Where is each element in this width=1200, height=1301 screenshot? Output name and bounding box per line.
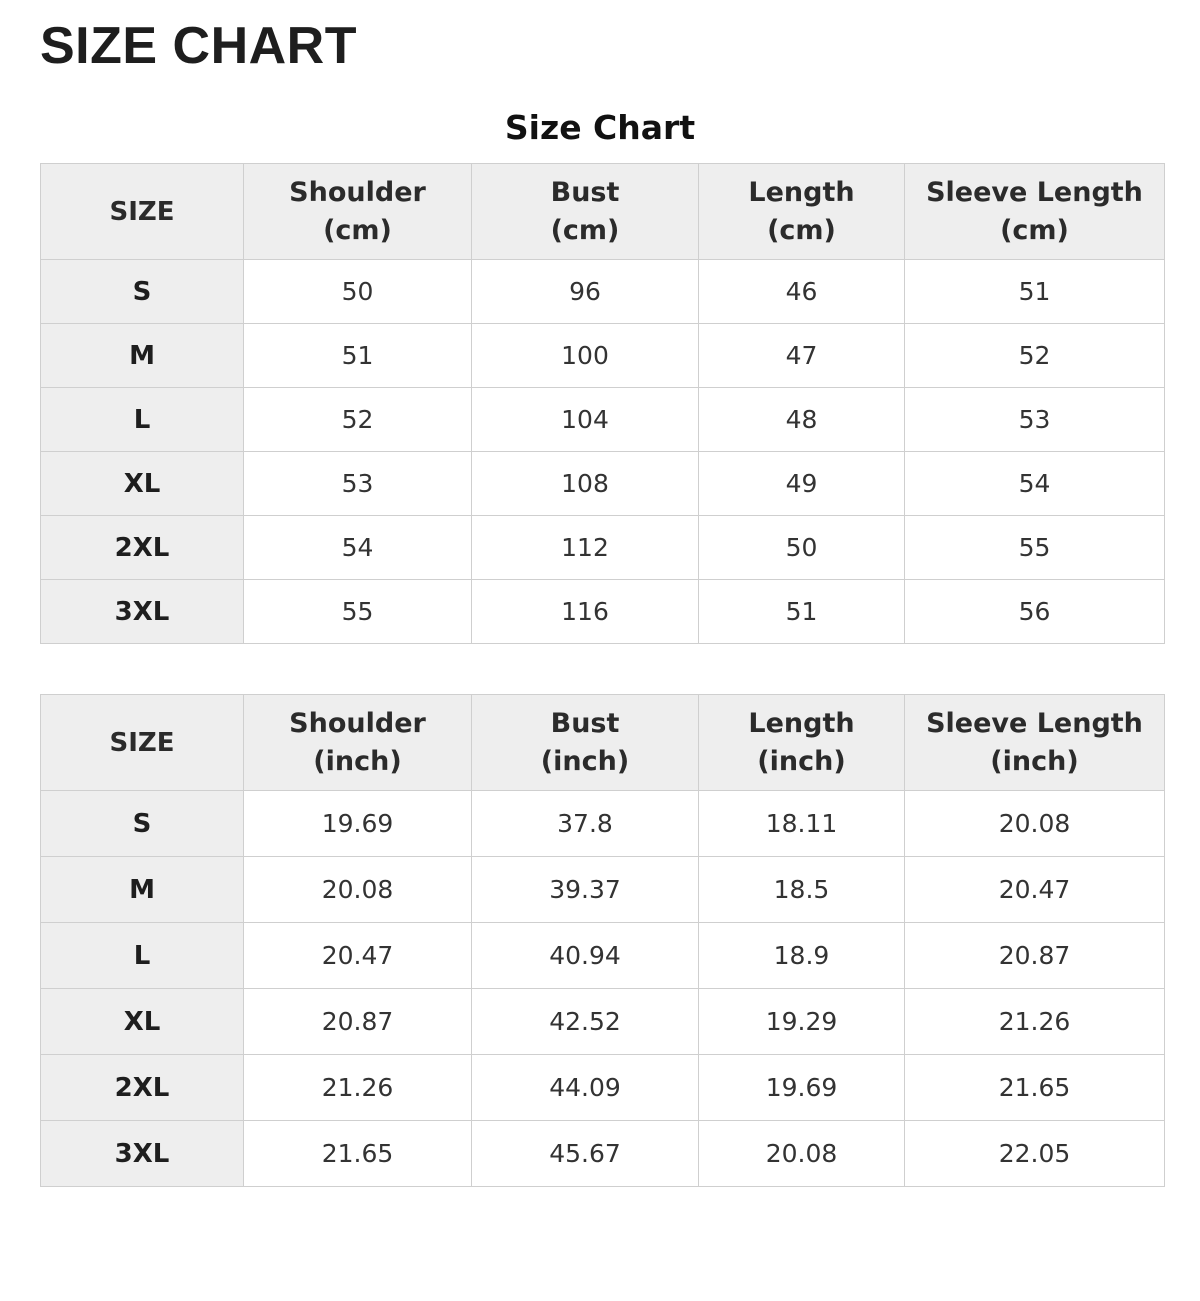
length-cell: 20.08 [699,1121,905,1187]
header-length: Length (inch) [699,695,905,791]
bust-cell: 39.37 [472,857,699,923]
bust-cell: 37.8 [472,791,699,857]
size-cell: 3XL [41,1121,244,1187]
length-cell: 18.11 [699,791,905,857]
shoulder-cell: 20.08 [244,857,472,923]
table-row [41,452,1165,516]
length-cell: 51 [699,580,905,644]
size-table-inch [40,694,1165,1187]
table-row [41,580,1165,644]
size-cell: 3XL [41,580,244,644]
bust-cell: 96 [472,260,699,324]
sleeve-length-cell: 21.26 [905,989,1165,1055]
length-cell: 19.29 [699,989,905,1055]
bust-cell: 116 [472,580,699,644]
table-row [41,791,1165,857]
length-cell: 46 [699,260,905,324]
length-cell: 49 [699,452,905,516]
sleeve-length-cell: 20.47 [905,857,1165,923]
page-heading: SIZE CHART [40,17,357,75]
sleeve-length-cell: 52 [905,324,1165,388]
bust-cell: 42.52 [472,989,699,1055]
sleeve-length-cell: 51 [905,260,1165,324]
bust-cell: 40.94 [472,923,699,989]
size-cell: L [41,388,244,452]
size-table-cm [40,163,1165,644]
bust-cell: 45.67 [472,1121,699,1187]
header-size: SIZE [41,164,244,260]
shoulder-cell: 52 [244,388,472,452]
shoulder-cell: 20.47 [244,923,472,989]
sleeve-length-cell: 21.65 [905,1055,1165,1121]
table-header-row [41,164,1165,260]
size-cell: XL [41,452,244,516]
sleeve-length-cell: 54 [905,452,1165,516]
size-cell: M [41,857,244,923]
shoulder-cell: 21.65 [244,1121,472,1187]
table-row [41,324,1165,388]
sleeve-length-cell: 22.05 [905,1121,1165,1187]
bust-cell: 112 [472,516,699,580]
sleeve-length-cell: 20.87 [905,923,1165,989]
size-cell: S [41,791,244,857]
shoulder-cell: 53 [244,452,472,516]
table-row [41,1055,1165,1121]
table-row [41,857,1165,923]
header-sleeve-length: Sleeve Length (cm) [905,164,1165,260]
table-row [41,260,1165,324]
bust-cell: 104 [472,388,699,452]
table-row [41,989,1165,1055]
sleeve-length-cell: 20.08 [905,791,1165,857]
header-shoulder: Shoulder (inch) [244,695,472,791]
header-bust: Bust (cm) [472,164,699,260]
shoulder-cell: 51 [244,324,472,388]
table-row [41,516,1165,580]
bust-cell: 44.09 [472,1055,699,1121]
size-cell: 2XL [41,516,244,580]
length-cell: 19.69 [699,1055,905,1121]
header-length: Length (cm) [699,164,905,260]
length-cell: 47 [699,324,905,388]
header-sleeve-length: Sleeve Length (inch) [905,695,1165,791]
shoulder-cell: 20.87 [244,989,472,1055]
bust-cell: 100 [472,324,699,388]
shoulder-cell: 50 [244,260,472,324]
bust-cell: 108 [472,452,699,516]
length-cell: 18.9 [699,923,905,989]
header-bust: Bust (inch) [472,695,699,791]
shoulder-cell: 21.26 [244,1055,472,1121]
shoulder-cell: 55 [244,580,472,644]
table-header-row [41,695,1165,791]
sleeve-length-cell: 56 [905,580,1165,644]
table-row [41,1121,1165,1187]
length-cell: 48 [699,388,905,452]
size-cell: 2XL [41,1055,244,1121]
table-row [41,923,1165,989]
size-cell: XL [41,989,244,1055]
shoulder-cell: 19.69 [244,791,472,857]
size-cell: M [41,324,244,388]
size-cell: L [41,923,244,989]
sleeve-length-cell: 55 [905,516,1165,580]
shoulder-cell: 54 [244,516,472,580]
size-cell: S [41,260,244,324]
sleeve-length-cell: 53 [905,388,1165,452]
table-row [41,388,1165,452]
length-cell: 50 [699,516,905,580]
length-cell: 18.5 [699,857,905,923]
header-shoulder: Shoulder (cm) [244,164,472,260]
header-size: SIZE [41,695,244,791]
chart-title: Size Chart [504,108,696,147]
